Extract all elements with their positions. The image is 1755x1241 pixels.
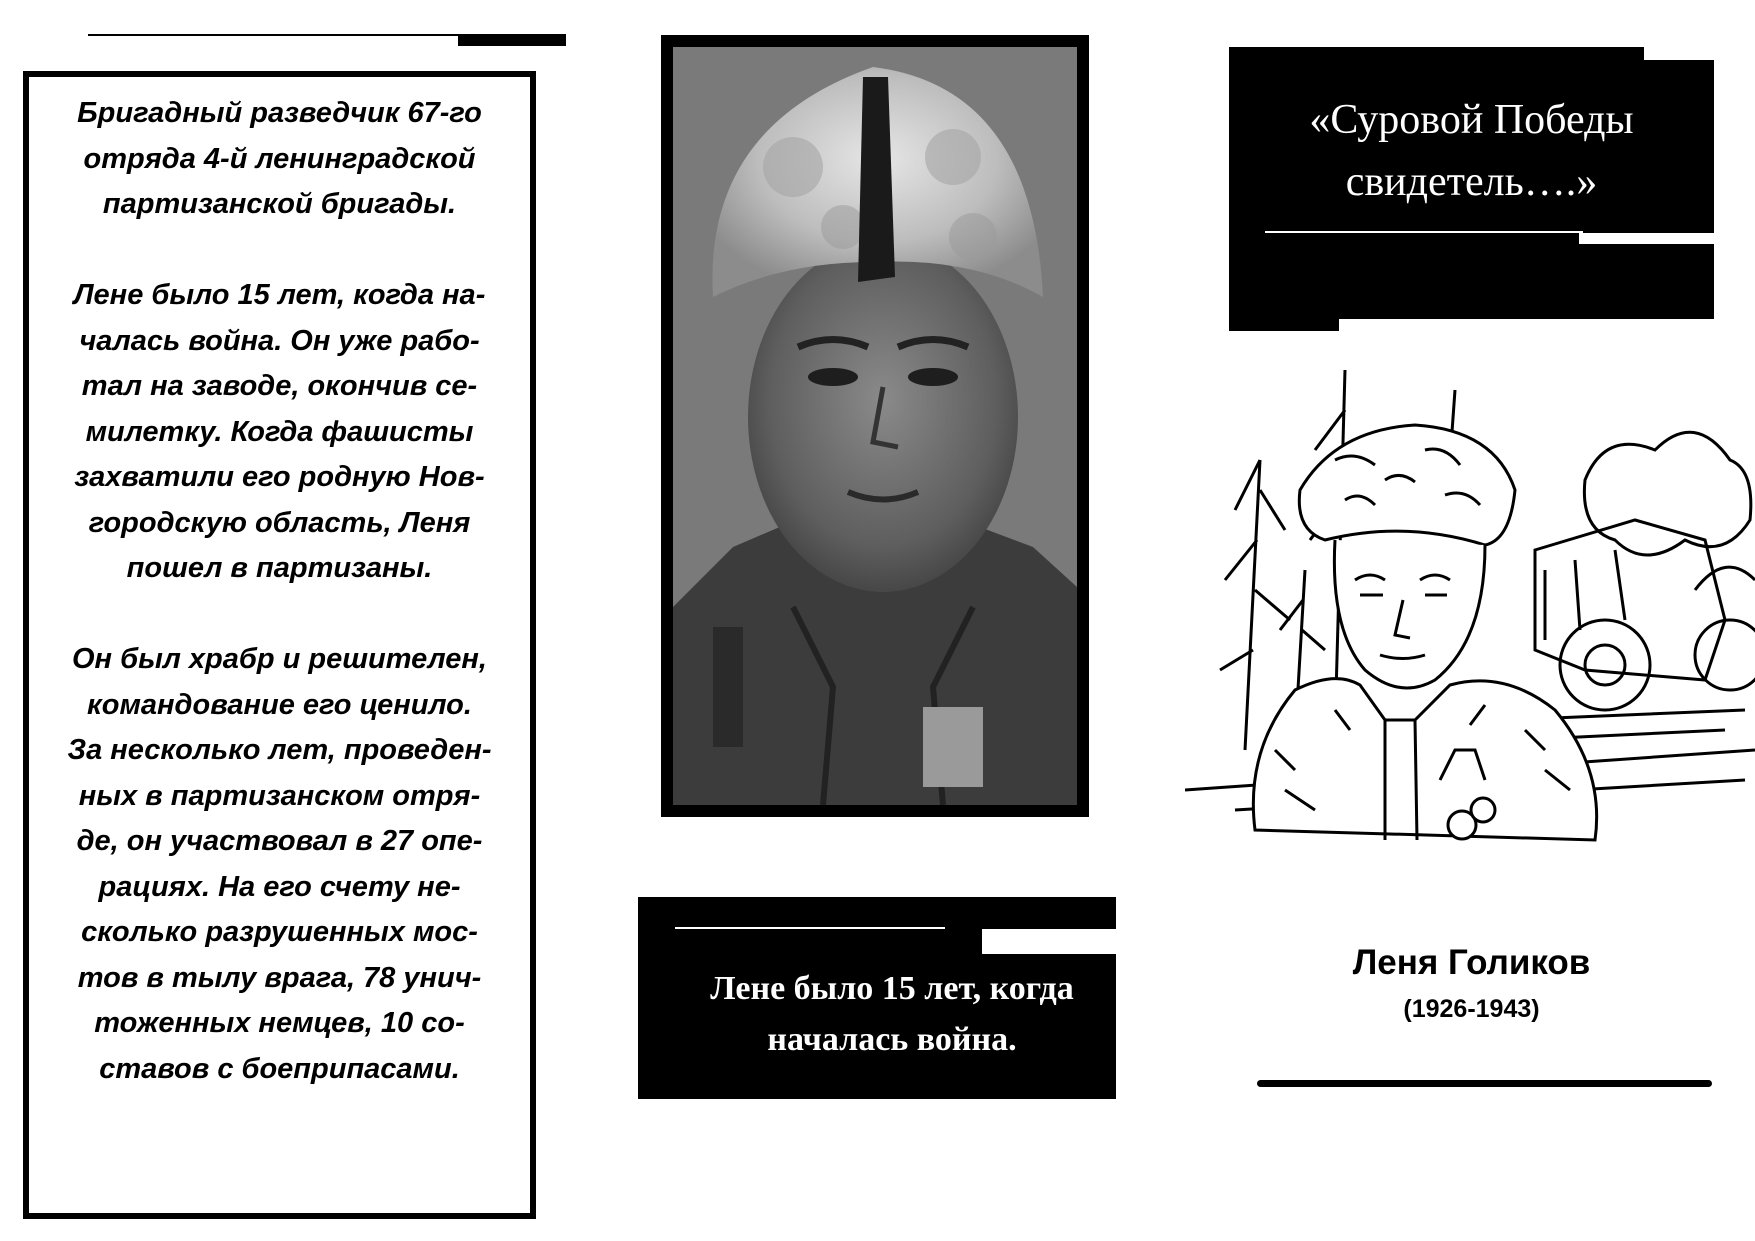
portrait-photo: [673, 47, 1077, 805]
title-corner-notch: [1644, 47, 1714, 60]
hero-illustration-image: [1185, 370, 1755, 880]
top-divider-block: [458, 34, 566, 46]
title-text: «Суровой Победы свидетель….»: [1309, 97, 1634, 205]
top-divider-line: [88, 34, 460, 36]
quote-divider-block: [982, 929, 1116, 954]
biography-paragraph-2: Лене было 15 лет, когда на- чалась война. Он уже рабо- тал на заводе, окончив се- милетку. Когда фашисты захватили его родную Нов- городскую область, Леня пошел в партизаны.: [73, 279, 486, 584]
person-name: Леня Голиков: [1352, 943, 1591, 982]
biography-text: [39, 91, 520, 1138]
title-divider-line: [1265, 231, 1583, 233]
biography-paragraph-3: Он был храбр и решителен, командование его ценило. За несколько лет, проведен- ных в партизанском отря- де, он участвовал в 27 опе- рациях. На его счету не- сколько разрушенных мос- тов в тылу врага, 78 унич- тоженных немцев, 10 со- ставов с боеприпасами.: [67, 643, 492, 1085]
title-banner: [1229, 47, 1714, 331]
title-divider-block: [1579, 233, 1714, 244]
biography-paragraph-1: Бригадный разведчик 67-го отряда 4-й ленинградской партизанской бригады.: [77, 97, 482, 220]
portrait-photo-frame: [661, 35, 1089, 817]
hero-illustration: [1185, 370, 1755, 880]
quote-text: Лене было 15 лет, когда началась война.: [710, 970, 1074, 1058]
title-bottom-stripe: [1339, 319, 1714, 331]
portrait-photo-image: [673, 47, 1077, 805]
quote-divider-line: [675, 927, 945, 929]
quote-banner: [638, 897, 1116, 1099]
biography-text-frame: [23, 71, 536, 1219]
life-years: (1926-1943): [1403, 995, 1540, 1023]
bottom-divider-line: [1257, 1080, 1712, 1087]
